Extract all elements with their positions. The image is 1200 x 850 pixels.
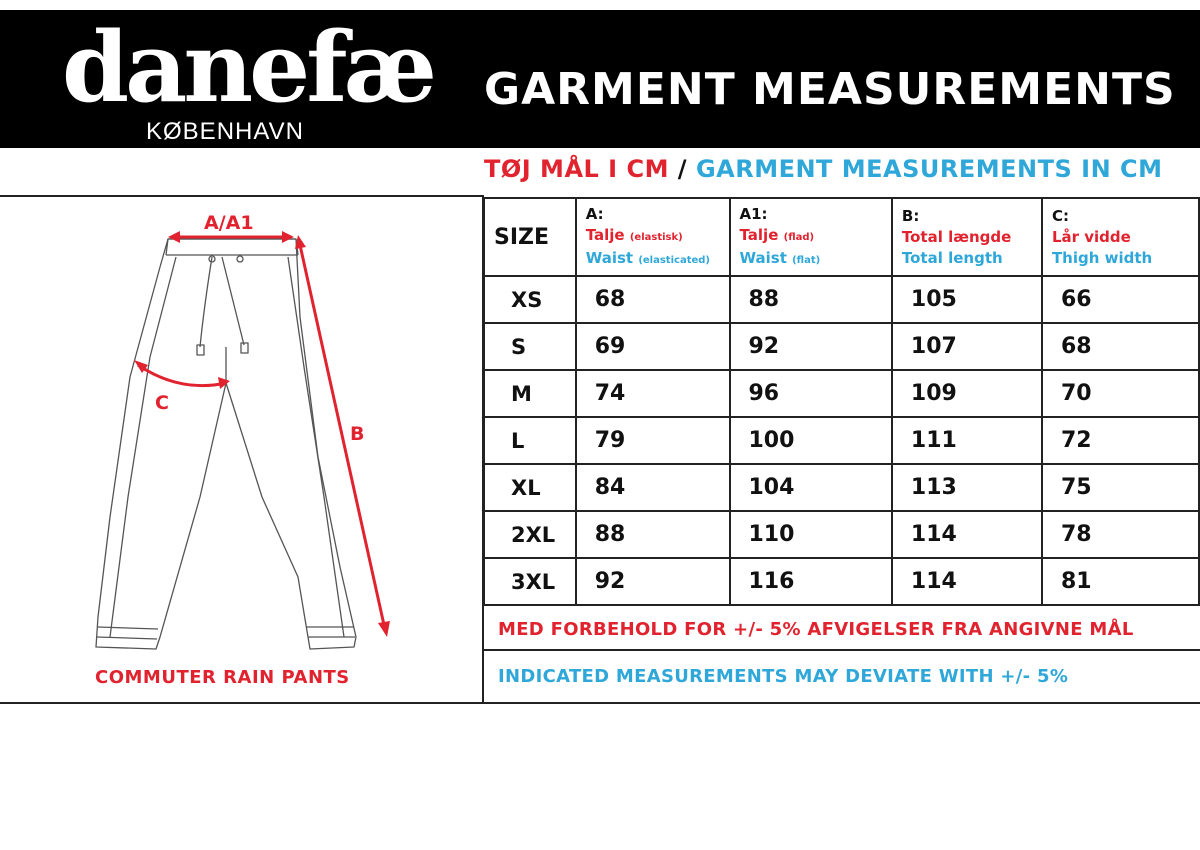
- col-a1-code: A1:: [739, 204, 768, 223]
- note-english: INDICATED MEASUREMENTS MAY DEVIATE WITH +/- 5%: [498, 666, 1069, 687]
- brand-logo: danefæ: [62, 11, 434, 124]
- subtitle-danish: TØJ MÅL I CM: [484, 155, 669, 183]
- col-c-code: C:: [1051, 206, 1069, 225]
- table-row: [484, 276, 1199, 323]
- product-caption: COMMUTER RAIN PANTS: [95, 667, 350, 688]
- value-cell: 88: [730, 276, 892, 323]
- table-row: [484, 417, 1199, 464]
- col-b-english: Total length: [901, 248, 1003, 267]
- notes-divider-rule: [483, 649, 1200, 651]
- length-arrow: [300, 245, 384, 625]
- col-a-danish: Talje (elastisk): [585, 225, 683, 244]
- value-cell: 113: [892, 464, 1042, 511]
- value-cell: 68: [1042, 323, 1199, 370]
- note-danish: MED FORBEHOLD FOR +/- 5% AFVIGELSER FRA ANGIVNE MÅL: [498, 619, 1134, 640]
- value-cell: 75: [1042, 464, 1199, 511]
- value-cell: 79: [576, 417, 730, 464]
- page-subtitle: [484, 155, 1163, 183]
- column-header-a1: [730, 198, 892, 276]
- col-b-code: B:: [901, 206, 920, 225]
- column-header-a: [576, 198, 730, 276]
- brand-city: KØBENHAVN: [146, 118, 304, 145]
- subtitle-separator: /: [668, 155, 696, 183]
- value-cell: 84: [576, 464, 730, 511]
- size-cell: XL: [484, 464, 576, 511]
- column-header-c: [1042, 198, 1199, 276]
- label-length: B: [350, 423, 365, 445]
- size-cell: S: [484, 323, 576, 370]
- value-cell: 105: [892, 276, 1042, 323]
- pants-outline: [96, 239, 356, 649]
- table-row: [484, 323, 1199, 370]
- value-cell: 88: [576, 511, 730, 558]
- value-cell: 72: [1042, 417, 1199, 464]
- value-cell: 92: [576, 558, 730, 605]
- col-b-danish: Total længde: [901, 227, 1012, 246]
- size-cell: 3XL: [484, 558, 576, 605]
- col-a-code: A:: [585, 204, 604, 223]
- table-row: [484, 511, 1199, 558]
- table-row: [484, 370, 1199, 417]
- col-a1-english: Waist (flat): [739, 248, 821, 267]
- col-c-danish: Lår vidde: [1051, 227, 1131, 246]
- header-bar: [0, 10, 1200, 148]
- table-row: [484, 464, 1199, 511]
- column-header-b: [892, 198, 1042, 276]
- value-cell: 69: [576, 323, 730, 370]
- value-cell: 116: [730, 558, 892, 605]
- table-row: [484, 558, 1199, 605]
- value-cell: 100: [730, 417, 892, 464]
- value-cell: 92: [730, 323, 892, 370]
- value-cell: 111: [892, 417, 1042, 464]
- size-cell: 2XL: [484, 511, 576, 558]
- value-cell: 114: [892, 558, 1042, 605]
- value-cell: 74: [576, 370, 730, 417]
- value-cell: 70: [1042, 370, 1199, 417]
- page-title: GARMENT MEASUREMENTS: [484, 64, 1176, 115]
- size-cell: XS: [484, 276, 576, 323]
- value-cell: 81: [1042, 558, 1199, 605]
- label-waist: A/A1: [204, 212, 254, 234]
- size-cell: L: [484, 417, 576, 464]
- value-cell: 78: [1042, 511, 1199, 558]
- col-c-english: Thigh width: [1051, 248, 1153, 267]
- thigh-arrow: [138, 365, 226, 386]
- size-header: SIZE: [484, 198, 576, 276]
- value-cell: 96: [730, 370, 892, 417]
- value-cell: 66: [1042, 276, 1199, 323]
- table-header-row: [484, 198, 1199, 276]
- value-cell: 104: [730, 464, 892, 511]
- size-cell: M: [484, 370, 576, 417]
- cuff-left: [97, 627, 158, 639]
- col-a1-danish: Talje (flad): [739, 225, 815, 244]
- measurement-table: [483, 197, 1200, 606]
- value-cell: 109: [892, 370, 1042, 417]
- label-thigh: C: [155, 392, 169, 414]
- value-cell: 114: [892, 511, 1042, 558]
- waistband: [166, 239, 298, 255]
- value-cell: 110: [730, 511, 892, 558]
- value-cell: 107: [892, 323, 1042, 370]
- value-cell: 68: [576, 276, 730, 323]
- col-a-english: Waist (elasticated): [585, 248, 710, 267]
- drawstring: [200, 257, 244, 347]
- subtitle-english: GARMENT MEASUREMENTS IN CM: [695, 155, 1163, 183]
- pants-illustration: [0, 197, 483, 703]
- cuff-right: [306, 627, 355, 637]
